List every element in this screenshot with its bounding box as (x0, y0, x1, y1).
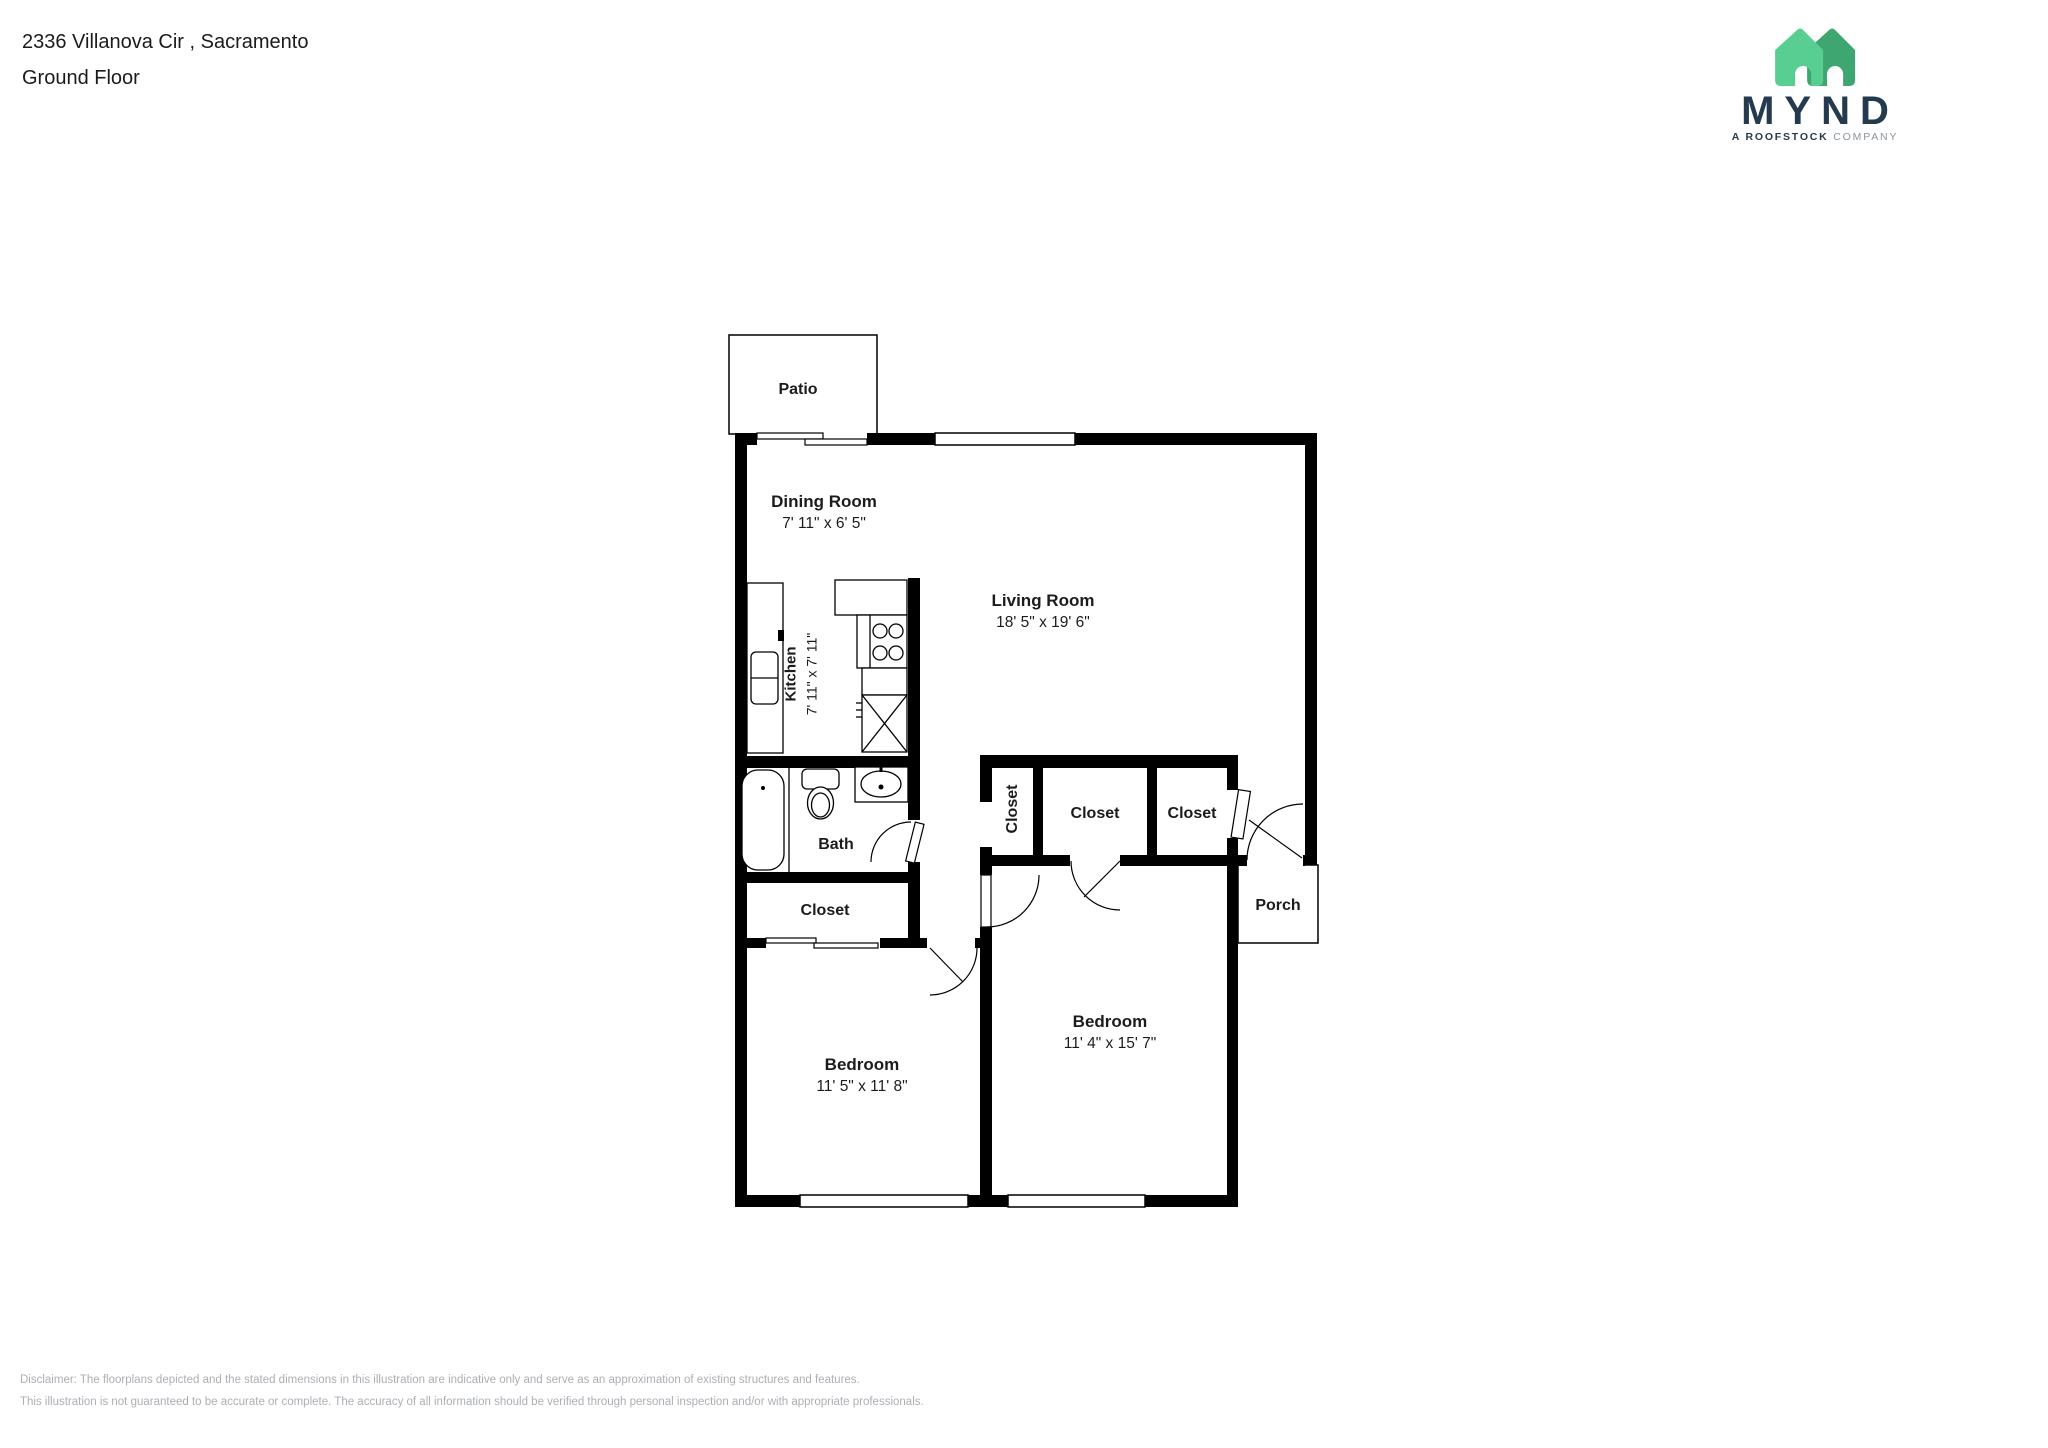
bedroom2-window (1008, 1195, 1145, 1207)
wall-closets-north (980, 755, 1238, 768)
bedroom1-window (800, 1195, 968, 1207)
tagline-light: COMPANY (1833, 131, 1899, 143)
kitchen-counter-mid (862, 668, 907, 695)
entry-door-opening (1247, 855, 1303, 866)
closet-mid-door-opening (1070, 855, 1120, 866)
bedroom2-door-leaf (981, 875, 991, 927)
bath-sink-drain-icon (879, 785, 884, 790)
kitchen-label: Kitchen 7' 11" x 7' 11" (782, 632, 820, 716)
porch-label: Porch (1255, 897, 1301, 914)
dining-room-label: Dining Room 7' 11" x 6' 5" (771, 492, 877, 532)
bedroom-right-label: Bedroom 11' 4" x 15' 7" (1063, 1012, 1157, 1052)
closet-left-door-opening (979, 802, 993, 847)
wall-closet-divider-2 (1147, 768, 1157, 855)
kitchen-fixtures (747, 580, 907, 753)
wall-bath-south (735, 872, 920, 883)
property-address: 2336 Villanova Cir , Sacramento (22, 31, 309, 53)
bathtub-drain-icon (761, 786, 765, 790)
entry-door-leaf (1249, 820, 1302, 858)
closet-mid-label: Closet (1070, 805, 1120, 822)
entry-door-arc (1247, 804, 1303, 860)
tagline-bold: A ROOFSTOCK (1731, 131, 1829, 143)
wall-closet-divider-1 (1033, 768, 1043, 855)
bath-label: Bath (818, 836, 854, 853)
patio-slider-panel-1 (757, 433, 823, 439)
bathtub (742, 770, 784, 870)
wall-right-upper (1305, 433, 1317, 865)
closet-right-label: Closet (1167, 805, 1217, 822)
bedroom2-door-arc (987, 875, 1039, 927)
hall-closet-slider-panel-1 (766, 938, 816, 943)
floor-title: Ground Floor (22, 67, 140, 89)
hall-closet-label: Closet (800, 902, 850, 919)
patio-slider-panel-2 (805, 439, 867, 445)
bedroom1-door-leaf (930, 948, 963, 982)
bedroom-left-label: Bedroom 11' 5" x 11' 8" (816, 1055, 908, 1095)
hall-closet-slider-panel-2 (814, 943, 878, 948)
patio-label: Patio (778, 381, 818, 398)
kitchen-counter-top (835, 580, 907, 615)
living-room-label: Living Room 18' 5" x 19' 6" (991, 591, 1095, 631)
disclaimer-line-2: This illustration is not guaranteed to be accurate or complete. The accuracy of all information should be verified through personal inspection and/or with appropriate professionals. (20, 1395, 924, 1408)
living-room-window (935, 433, 1075, 445)
disclaimer-line-1: Disclaimer: The floorplans depicted and the stated dimensions in this illustration are indicative only and serve as an approximation of existing structures and features. (20, 1374, 860, 1386)
toilet-tank (802, 769, 839, 789)
bath-door-arc (871, 822, 911, 862)
closet-mid-door-leaf (1084, 861, 1120, 897)
closet-left-label: Closet (1004, 784, 1021, 834)
brand-wordmark: MYND (1741, 89, 1899, 133)
bedroom1-door-opening (927, 938, 975, 948)
